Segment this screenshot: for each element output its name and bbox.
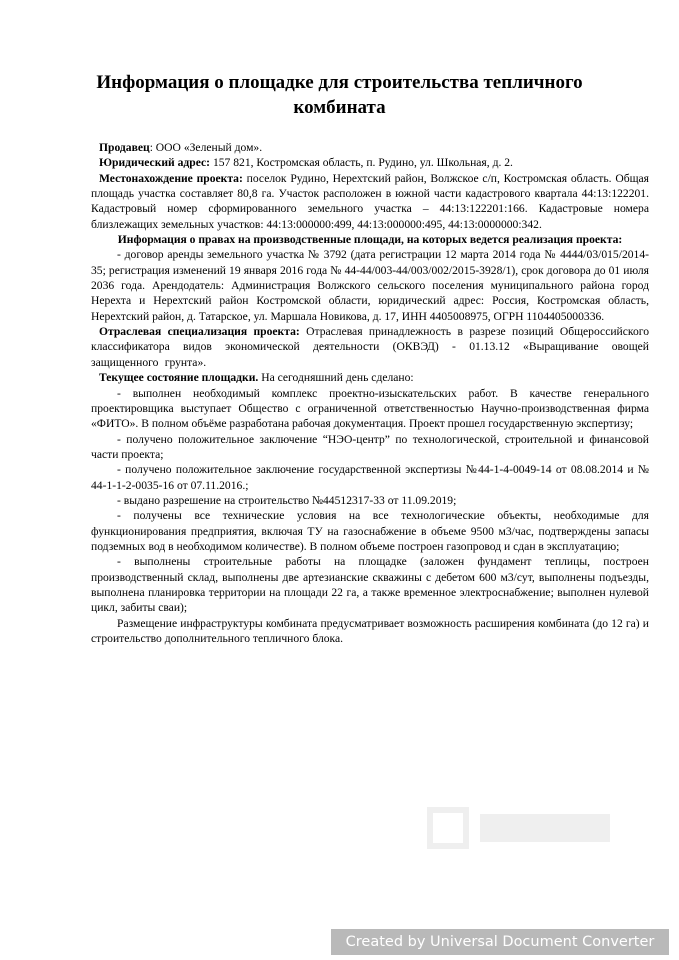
expansion-paragraph: Размещение инфраструктуры комбината предусматривает возможность расширения комбината (до 12 га) и строительство дополнительного тепличного блока. [91,616,649,645]
list-item: - выполнен необходимый комплекс проектно-изыскательских работ. В качестве генерального проектировщика выступает Общество с ограниченной ответственностью Научно-производственная фирма «ФИТО». В полном объёме разработана рабочая документация. Проект прошел государственную экспертизу; [91,386,649,431]
location-paragraph [91,171,649,232]
watermark-logo-icon [420,790,620,860]
current-state-label: Текущее состояние площадки. [99,371,259,385]
specialization-value: Отраслевая принадлежность в разрезе позиций Общероссийского классификатора видов экономической деятельности (ОКВЭД) - 01.13.12 «Выращивание овощей защищенного грунта». [91,325,650,369]
rights-paragraph: - договор аренды земельного участка № 3792 (дата регистрации 12 марта 2014 года № 4444/03/015/2014-35; регистрация изменений 19 января 2016 года № 44-44/003-44/003/002/2015-3928/1), срок договора до 01 июля 2036 года. Арендодатель: Администрация Волжского сельского поселения муниципального района город Нерехта и Нерехтский район Костромской области, юридический адрес: Россия, Костромская область, Нерехтский район, д. Татарское, ул. Маршала Новикова, д. 17, ИНН 4405008975, ОГРН 1104405000336. [91,248,649,323]
list-item: - выдано разрешение на строительство №44512317-33 от 11.09.2019; [117,493,457,507]
converter-footer-banner: Created by Universal Document Converter [331,929,669,955]
legal-address-label: Юридический адрес: [99,156,211,170]
seller-value: : ООО «Зеленый дом». [149,141,263,154]
current-state-value: На сегодняшний день сделано: [258,371,414,385]
location-value: поселок Рудино, Нерехтский район, Волжское с/п, Костромская область. Общая площадь участка составляет 80,8 га. Участок расположен в южной части кадастрового квартала 44:13:122201. Кадастровый номер сформированного земельного участка – 44:13:122201:166. Кадастровые номера близлежащих земельных участков: 44:13:000000:499, 44:13:000000:495, 44:13:0000000:342. [91,171,649,231]
document-title: Информация о площадке для строительства тепличного комбината [96,72,583,118]
list-item: - получены все технические условия на все технологические объекты, необходимые для функционирования предприятия, включая ТУ на газоснабжение в объеме 9500 м3/час, подтверждены запасы подземных вод в необходимом количестве). В полном объеме построен газопровод и сдан в эксплуатацию; [91,509,649,553]
legal-address-value: 157 821, Костромская область, п. Рудино, ул. Школьная, д. 2. [210,156,513,170]
list-item: - получено положительное заключение государственной экспертизы №44-1-4-0049-14 от 08.08.2014 и № 44-1-1-2-0035-16 от 07.11.2016.; [91,463,649,492]
specialization-label: Отраслевая специализация проекта: [99,325,300,339]
legal-address-paragraph [91,155,649,170]
specialization-paragraph [91,324,649,370]
list-item: - выполнены строительные работы на площадке (заложен фундамент теплицы, построен производственный склад, выполнены две артезианские скважины с дебетом 600 м3/сут, выполнены подъезды, выполнена планировка территории на площади 22 га, а также временное электроснабжение; выполнен нулевой цикл, забиты сваи); [91,555,649,615]
seller-paragraph [91,140,649,155]
current-state-paragraph [91,370,649,385]
seller-label: Продавец [99,141,150,154]
location-label: Местонахождение проекта: [99,171,243,185]
rights-heading: Информация о правах на производственные площади, на которых ведется реализация проекта: [117,233,623,247]
list-item: - получено положительное заключение “НЭО-центр” по технологической, строительной и финансовой части проекта; [91,432,649,461]
document-body [91,140,649,646]
